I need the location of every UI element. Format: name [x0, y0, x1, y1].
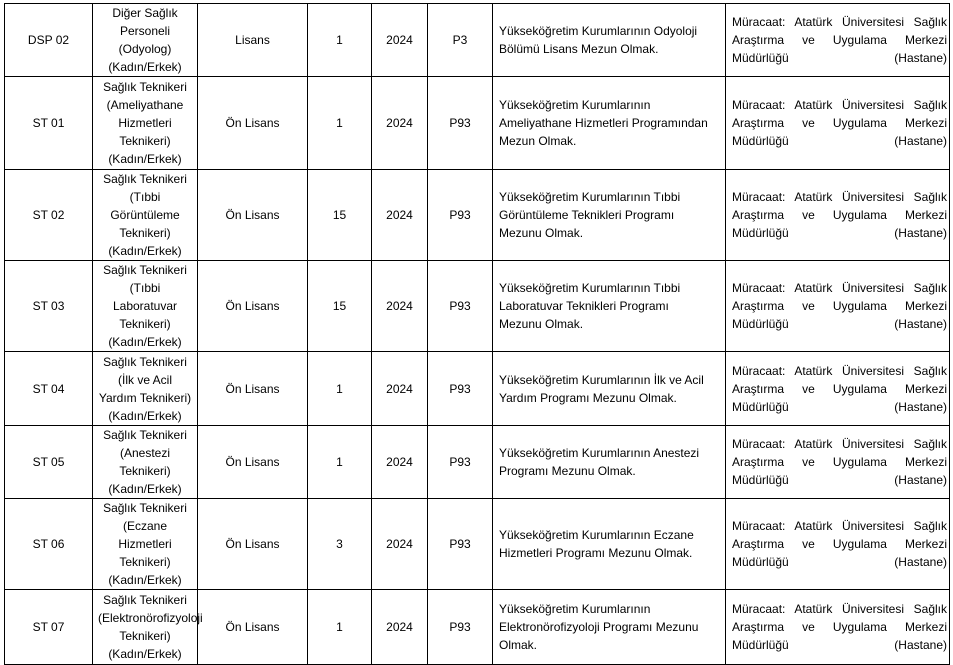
position-code: ST 02 — [5, 170, 93, 261]
position-count: 3 — [308, 499, 372, 590]
application-text: Müracaat: Atatürk Üniversitesi Sağlık Araştırma ve Uygulama Merkezi Müdürlüğü (Hastane) — [726, 77, 950, 170]
education-level: Ön Lisans — [198, 77, 308, 170]
position-count: 1 — [308, 4, 372, 77]
table-row — [5, 4, 950, 77]
position-code: ST 04 — [5, 352, 93, 426]
kpss-score-type: P93 — [428, 170, 493, 261]
positions-table — [4, 3, 950, 665]
position-count: 1 — [308, 77, 372, 170]
requirement-text: Yükseköğretim Kurumlarının Tıbbi Görüntüleme Teknikleri Programı Mezunu Olmak. — [493, 170, 726, 261]
application-text: Müracaat: Atatürk Üniversitesi Sağlık Araştırma ve Uygulama Merkezi Müdürlüğü (Hastane) — [726, 426, 950, 499]
position-title: Sağlık Teknikeri (Tıbbi Görüntüleme Teknikeri) (Kadın/Erkek) — [93, 170, 198, 261]
table-row — [5, 499, 950, 590]
kpss-year: 2024 — [372, 77, 428, 170]
position-count: 1 — [308, 352, 372, 426]
position-code: ST 07 — [5, 590, 93, 665]
position-code: ST 05 — [5, 426, 93, 499]
application-text: Müracaat: Atatürk Üniversitesi Sağlık Araştırma ve Uygulama Merkezi Müdürlüğü (Hastane) — [726, 499, 950, 590]
education-level: Ön Lisans — [198, 170, 308, 261]
table-row — [5, 261, 950, 352]
requirement-text: Yükseköğretim Kurumlarının Eczane Hizmetleri Programı Mezunu Olmak. — [493, 499, 726, 590]
education-level: Ön Lisans — [198, 426, 308, 499]
position-code: ST 03 — [5, 261, 93, 352]
position-count: 15 — [308, 170, 372, 261]
position-title: Sağlık Teknikeri (İlk ve Acil Yardım Teknikeri) (Kadın/Erkek) — [93, 352, 198, 426]
kpss-year: 2024 — [372, 261, 428, 352]
education-level: Ön Lisans — [198, 352, 308, 426]
kpss-year: 2024 — [372, 4, 428, 77]
position-title: Sağlık Teknikeri (Elektronörofizyoloji Teknikeri) (Kadın/Erkek) — [93, 590, 198, 665]
requirement-text: Yükseköğretim Kurumlarının Ameliyathane Hizmetleri Programından Mezun Olmak. — [493, 77, 726, 170]
position-title: Sağlık Teknikeri (Tıbbi Laboratuvar Teknikeri) (Kadın/Erkek) — [93, 261, 198, 352]
position-title: Diğer Sağlık Personeli (Odyolog) (Kadın/Erkek) — [93, 4, 198, 77]
kpss-score-type: P3 — [428, 4, 493, 77]
kpss-year: 2024 — [372, 590, 428, 665]
kpss-score-type: P93 — [428, 590, 493, 665]
requirement-text: Yükseköğretim Kurumlarının Elektronörofizyoloji Programı Mezunu Olmak. — [493, 590, 726, 665]
position-code: ST 06 — [5, 499, 93, 590]
education-level: Ön Lisans — [198, 261, 308, 352]
kpss-score-type: P93 — [428, 426, 493, 499]
application-text: Müracaat: Atatürk Üniversitesi Sağlık Araştırma ve Uygulama Merkezi Müdürlüğü (Hastane) — [726, 261, 950, 352]
education-level: Ön Lisans — [198, 590, 308, 665]
requirement-text: Yükseköğretim Kurumlarının Tıbbi Laboratuvar Teknikleri Programı Mezunu Olmak. — [493, 261, 726, 352]
application-text: Müracaat: Atatürk Üniversitesi Sağlık Araştırma ve Uygulama Merkezi Müdürlüğü (Hastane) — [726, 590, 950, 665]
education-level: Lisans — [198, 4, 308, 77]
education-level: Ön Lisans — [198, 499, 308, 590]
requirement-text: Yükseköğretim Kurumlarının Anestezi Programı Mezunu Olmak. — [493, 426, 726, 499]
table-row — [5, 352, 950, 426]
application-text: Müracaat: Atatürk Üniversitesi Sağlık Araştırma ve Uygulama Merkezi Müdürlüğü (Hastane) — [726, 4, 950, 77]
table-row — [5, 426, 950, 499]
position-title: Sağlık Teknikeri (Anestezi Teknikeri) (Kadın/Erkek) — [93, 426, 198, 499]
kpss-year: 2024 — [372, 352, 428, 426]
position-title: Sağlık Teknikeri (Eczane Hizmetleri Teknikeri) (Kadın/Erkek) — [93, 499, 198, 590]
position-count: 1 — [308, 590, 372, 665]
position-count: 15 — [308, 261, 372, 352]
table-row — [5, 590, 950, 665]
requirement-text: Yükseköğretim Kurumlarının İlk ve Acil Yardım Programı Mezunu Olmak. — [493, 352, 726, 426]
table-row — [5, 77, 950, 170]
kpss-score-type: P93 — [428, 261, 493, 352]
application-text: Müracaat: Atatürk Üniversitesi Sağlık Araştırma ve Uygulama Merkezi Müdürlüğü (Hastane) — [726, 352, 950, 426]
position-code: ST 01 — [5, 77, 93, 170]
kpss-year: 2024 — [372, 426, 428, 499]
kpss-score-type: P93 — [428, 499, 493, 590]
position-title: Sağlık Teknikeri (Ameliyathane Hizmetleri Teknikeri) (Kadın/Erkek) — [93, 77, 198, 170]
table-row — [5, 170, 950, 261]
position-code: DSP 02 — [5, 4, 93, 77]
application-text: Müracaat: Atatürk Üniversitesi Sağlık Araştırma ve Uygulama Merkezi Müdürlüğü (Hastane) — [726, 170, 950, 261]
kpss-year: 2024 — [372, 499, 428, 590]
kpss-score-type: P93 — [428, 352, 493, 426]
kpss-score-type: P93 — [428, 77, 493, 170]
kpss-year: 2024 — [372, 170, 428, 261]
position-count: 1 — [308, 426, 372, 499]
requirement-text: Yükseköğretim Kurumlarının Odyoloji Bölümü Lisans Mezun Olmak. — [493, 4, 726, 77]
